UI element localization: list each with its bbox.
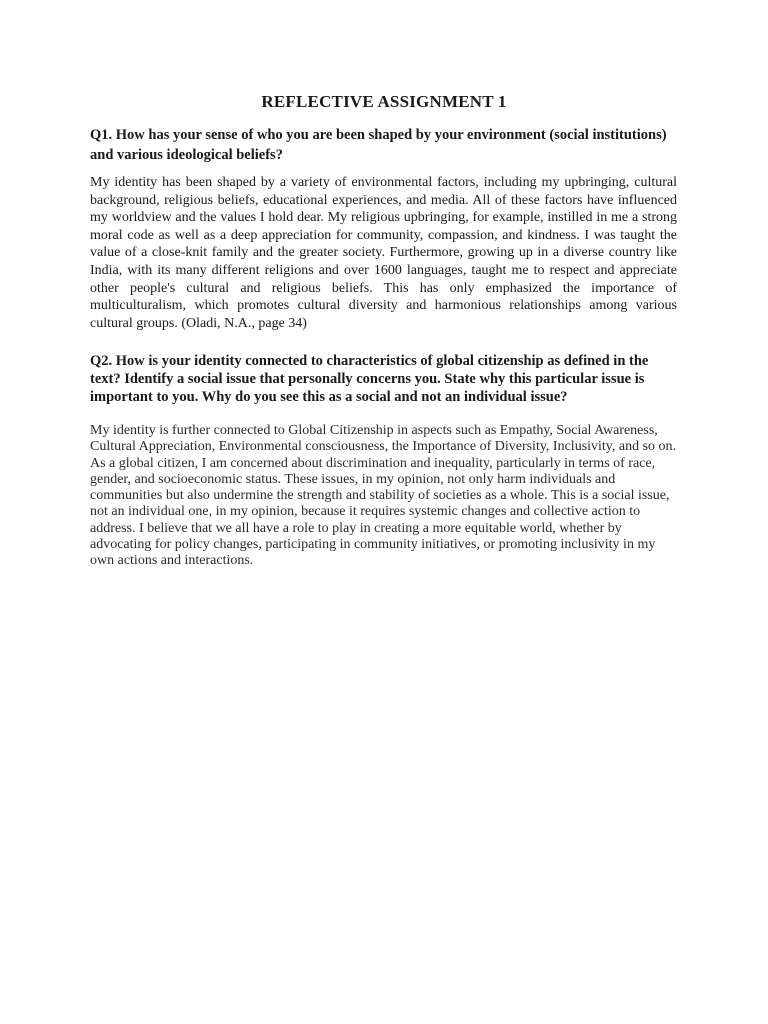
question-2-heading: Q2. How is your identity connected to characteristics of global citizenship as defined in the text? Identify a social issue that personally concerns you. State why this particular issue is important to you. Why do you see this as a social and not an individual issue? (90, 353, 649, 405)
answer-1-paragraph: My identity has been shaped by a variety of environmental factors, including my upbringing, cultural background, religious beliefs, educational experiences, and media. All of these factors have influenced my worldview and the values I hold dear. My religious upbringing, for example, instilled in me a strong moral code as well as a deep appreciation for community, compassion, and kindness. I was taught the value of a close-knit family and the greater society. Furthermore, growing up in a diverse country like India, with its many different religions and over 1600 languages, taught me to respect and appreciate other people's cultural and religious beliefs. This has only emphasized the importance of multiculturalism, which promotes cultural diversity and harmonious relationships among various cultural groups. (Oladi, N.A., page 34) (90, 175, 677, 331)
question-1-heading: Q1. How has your sense of who you are been shaped by your environment (social institutions) and various ideological beliefs? (90, 127, 667, 163)
answer-2-paragraph: My identity is further connected to Global Citizenship in aspects such as Empathy, Social Awareness, Cultural Appreciation, Environmental consciousness, the Importance of Diversity, Inclusivity, and so on. As a global citizen, I am concerned about discrimination and inequality, particularly in terms of race, gender, and socioeconomic status. These issues, in my opinion, not only harm individuals and communities but also undermine the strength and stability of societies as a whole. This is a social issue, not an individual one, in my opinion, because it requires systemic changes and collective action to address. I believe that we all have a role to play in creating a more equitable world, whether by advocating for policy changes, participating in community initiatives, or promoting inclusivity in my own actions and interactions. (90, 423, 677, 569)
document-title: REFLECTIVE ASSIGNMENT 1 (261, 92, 507, 111)
